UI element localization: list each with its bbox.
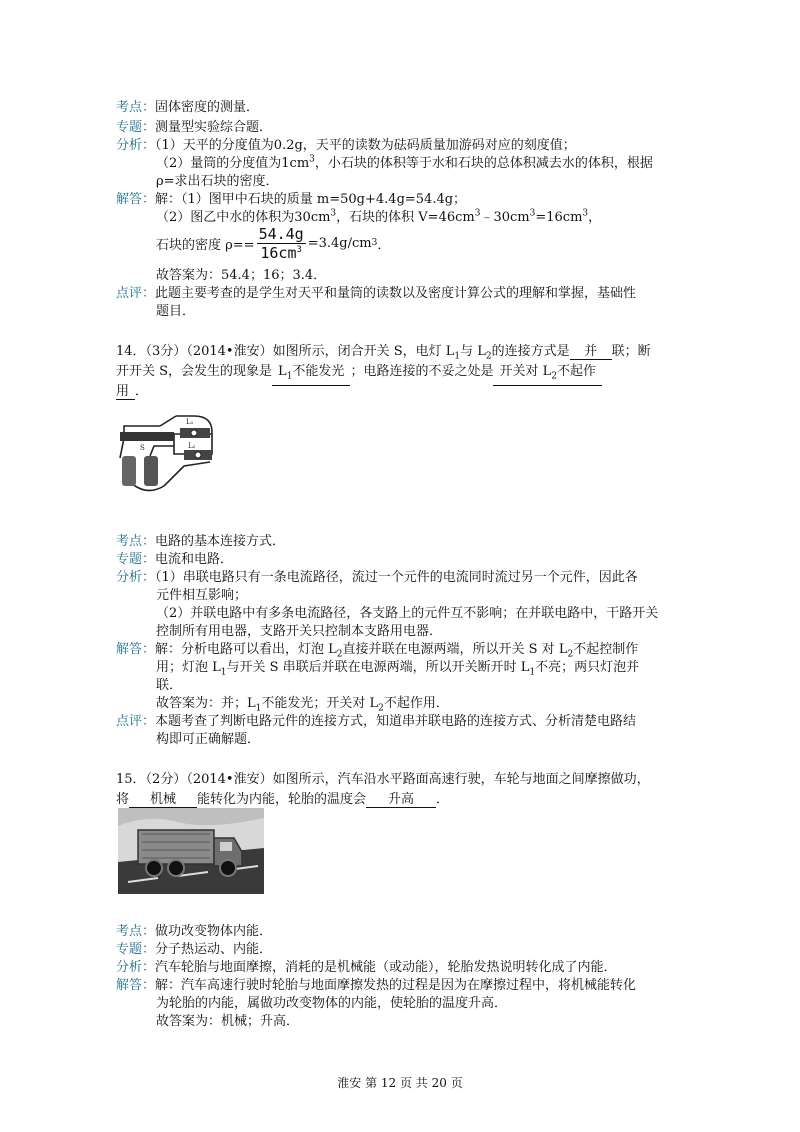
q14-dianping-line2 — [156, 728, 260, 747]
answer-blank: 机械 — [129, 792, 197, 808]
q13-fenxi-line3 — [156, 170, 279, 189]
truck-box — [138, 830, 214, 864]
jieda-text: 与开关 S 串联后并联在电源两端，所以开关断开时 L — [226, 660, 530, 675]
jieda-text: 联． — [156, 678, 183, 693]
fraction-numerator: 54.4g — [258, 224, 304, 243]
superscript: 3 — [529, 208, 536, 219]
stem-text: 与 L — [460, 344, 486, 359]
q14-zhuanti-line — [116, 548, 233, 567]
answer-blank: 用 — [116, 384, 135, 400]
blank-text: 开关对 L — [499, 364, 552, 379]
blank-text: 不起作 — [556, 364, 596, 379]
stem-text: 15．（2分）（2014•淮安）如图所示，汽车沿水平路面高速行驶，车轮与地面之间摩擦做功， — [116, 772, 650, 787]
jieda-text: 不亮；两只灯泡并 — [535, 660, 640, 675]
fenxi-text: （1）串联电路只有一条电流路径，流过一个元件的电流同时流过另一个元件，因此各 — [155, 570, 638, 585]
subscript: 2 — [567, 649, 574, 660]
answer-text: 故答案为：并；L — [156, 696, 256, 711]
q14-fenxi-line2 — [156, 584, 247, 603]
subscript: 1 — [286, 371, 293, 382]
q15-stem-line1 — [116, 768, 650, 787]
fenxi-text: 汽车轮胎与地面摩擦，消耗的是机械能（或动能），轮胎发热说明转化成了内能． — [155, 960, 617, 975]
fenxi-text: ，小石块的体积等于水和石块的总体积减去水的体积，根据 — [314, 156, 653, 171]
stem-text: 开开关 S，会发生的现象是 — [116, 364, 273, 379]
fenxi-text: 控制所有用电器，支路开关只控制本支路用电器． — [156, 624, 443, 639]
q15-fenxi-line — [116, 956, 617, 975]
answer-blank — [272, 364, 350, 386]
zhuanti-text: 分子热运动、内能． — [155, 942, 273, 957]
kaodian-label: 考点： — [116, 100, 156, 115]
stem-text: 的连接方式是 — [491, 344, 570, 359]
superscript: 3 — [474, 208, 481, 219]
q13-fenxi-line2 — [156, 152, 653, 171]
jieda-text: 解：汽车高速行驶时轮胎与地面摩擦发热的过程是因为在摩擦过程中，将机械能转化 — [155, 978, 637, 993]
q14-stem-line2 — [116, 360, 602, 386]
subscript: 1 — [255, 703, 262, 714]
q14-kaodian-line — [116, 530, 285, 549]
jieda-label: 解答： — [116, 978, 156, 993]
jieda-text: =3.4g/cm — [307, 235, 372, 251]
blank-text: 不能发光 — [292, 364, 345, 379]
fenxi-label: 分析： — [116, 138, 156, 153]
zhuanti-label: 专题： — [116, 120, 156, 135]
zhuanti-text: 电流和电路． — [155, 552, 234, 567]
subscript: 2 — [485, 351, 492, 362]
answer-text: 故答案为：机械；升高． — [156, 1014, 300, 1029]
stem-text: 联；断 — [611, 344, 651, 359]
answer-text: 不能发光；开关对 L — [261, 696, 379, 711]
q14-fenxi-line4 — [156, 620, 442, 639]
stem-text: 14．（3分）（2014•淮安）如图所示，闭合开关 S，电灯 L — [116, 344, 455, 359]
q15-stem-line2 — [116, 788, 449, 808]
q13-answer — [156, 264, 326, 283]
stem-text: 能转化为内能，轮胎的温度会 — [197, 792, 367, 807]
stem-text: ． — [135, 384, 149, 399]
jieda-text: ． — [377, 237, 391, 253]
stem-text: 将 — [116, 792, 130, 807]
wheel-middle — [168, 860, 184, 876]
label-l1: L₁ — [186, 418, 194, 426]
wheel-rear — [146, 860, 162, 876]
answer-blank: 并 — [570, 344, 612, 360]
superscript: 3 — [296, 244, 302, 255]
label-l2: L₂ — [188, 442, 196, 450]
answer-blank — [493, 364, 602, 386]
jieda-text: 解：（1）图甲中石块的质量 m=50g+4.4g=54.4g； — [155, 192, 467, 207]
subscript: 2 — [336, 649, 343, 660]
circuit-figure — [114, 406, 226, 494]
jieda-text: ﹣30cm — [480, 210, 530, 225]
superscript: 3 — [330, 208, 337, 219]
q14-jieda-line3 — [156, 674, 182, 693]
stem-text: ． — [436, 792, 450, 807]
page-footer: 淮安 第 12 页 共 20 页 — [337, 1076, 463, 1090]
stem-text: ；电路连接的不妥之处是 — [350, 364, 494, 379]
battery-1 — [122, 456, 136, 486]
q15-zhuanti-line — [116, 938, 272, 957]
q13-zhuanti-line — [116, 116, 272, 135]
answer-blank: 升高 — [366, 792, 436, 808]
q13-kaodian-line — [116, 96, 259, 115]
q14-fenxi-line3 — [156, 602, 658, 621]
q13-dianping-line2 — [156, 300, 195, 319]
subscript: 2 — [551, 371, 557, 382]
q14-dianping-line1 — [116, 710, 636, 729]
jieda-text: 石块的密度 ρ== — [156, 237, 255, 253]
fenxi-text: 元件相互影响； — [156, 588, 248, 603]
fraction-denominator — [257, 244, 306, 262]
zhuanti-text: 测量型实验综合题． — [155, 120, 273, 135]
dianping-label: 点评： — [116, 286, 156, 301]
dianping-text: 题目． — [156, 304, 196, 319]
jieda-label: 解答： — [116, 192, 156, 207]
dianping-text: 此题主要考查的是学生对天平和量筒的读数以及密度计算公式的理解和掌握，基础性 — [155, 286, 637, 301]
q14-stem-line1 — [116, 340, 651, 362]
jieda-label: 解答： — [116, 642, 156, 657]
kaodian-label: 考点： — [116, 924, 156, 939]
jieda-text: 直接并联在电源两端，所以开关 S 对 L — [342, 642, 568, 657]
subscript: 1 — [454, 351, 461, 362]
fraction-denominator-text: 16cm — [260, 243, 297, 262]
zhuanti-label: 专题： — [116, 552, 156, 567]
q14-jieda-line2 — [156, 656, 639, 678]
jieda-text: ，石块的体积 V=46cm — [336, 210, 475, 225]
q15-answer — [156, 1010, 299, 1029]
dianping-text: 构即可正确解题． — [156, 732, 261, 747]
kaodian-text: 固体密度的测量． — [155, 100, 260, 115]
fenxi-text: （1）天平的分度值为0.2g，天平的读数为砝码质量加游码对应的刻度值； — [155, 138, 576, 153]
truck-figure — [118, 808, 264, 894]
wheel-front — [220, 860, 236, 876]
kaodian-text: 电路的基本连接方式． — [155, 534, 286, 549]
switch-base — [120, 432, 174, 441]
subscript: 2 — [378, 703, 384, 714]
q13-jieda-line3 — [156, 222, 390, 264]
label-s: S — [140, 444, 145, 452]
battery-2 — [144, 456, 158, 486]
fenxi-text: （2）并联电路中有多条电流路径，各支路上的元件互不影响；在并联电路中，干路开关 — [156, 606, 659, 621]
density-fraction — [257, 225, 306, 262]
jieda-text: （2）图乙中水的体积为30cm — [156, 210, 331, 225]
fenxi-text: ρ=求出石块的密度． — [156, 174, 279, 189]
subscript: 1 — [529, 667, 536, 678]
q15-jieda-line1 — [116, 974, 636, 993]
q13-jieda-line1 — [116, 188, 466, 207]
q15-jieda-line2 — [156, 992, 507, 1011]
dianping-label: 点评： — [116, 714, 156, 729]
superscript: 3 — [582, 208, 589, 219]
jieda-text: 为轮胎的内能，属做功改变物体的内能，使轮胎的温度升高． — [156, 996, 508, 1011]
fenxi-text: （2）量筒的分度值为1cm — [156, 156, 310, 171]
q14-stem-line3 — [116, 380, 148, 400]
subscript: 1 — [220, 667, 227, 678]
jieda-text: 不起控制作 — [573, 642, 639, 657]
zhuanti-label: 专题： — [116, 942, 156, 957]
q15-kaodian-line — [116, 920, 272, 939]
answer-text: 不起作用． — [383, 696, 449, 711]
superscript: 3 — [371, 238, 378, 248]
kaodian-text: 做功改变物体内能． — [155, 924, 273, 939]
jieda-text: 解：分析电路可以看出，灯泡 L — [155, 642, 337, 657]
answer-text: 故答案为：54.4；16；3.4． — [156, 268, 327, 283]
superscript: 3 — [309, 154, 315, 165]
kaodian-label: 考点： — [116, 534, 156, 549]
jieda-text: ， — [588, 210, 602, 225]
fenxi-label: 分析： — [116, 960, 156, 975]
q13-fenxi-line1 — [116, 134, 576, 153]
jieda-text: 用；灯泡 L — [156, 660, 221, 675]
jieda-text: =16cm — [535, 210, 583, 225]
blank-text: L — [278, 364, 287, 379]
q14-fenxi-line1 — [116, 566, 638, 585]
dianping-text: 本题考查了判断电路元件的连接方式，知道串并联电路的连接方式、分析清楚电路结 — [155, 714, 637, 729]
q13-dianping-line1 — [116, 282, 636, 301]
fenxi-label: 分析： — [116, 570, 156, 585]
